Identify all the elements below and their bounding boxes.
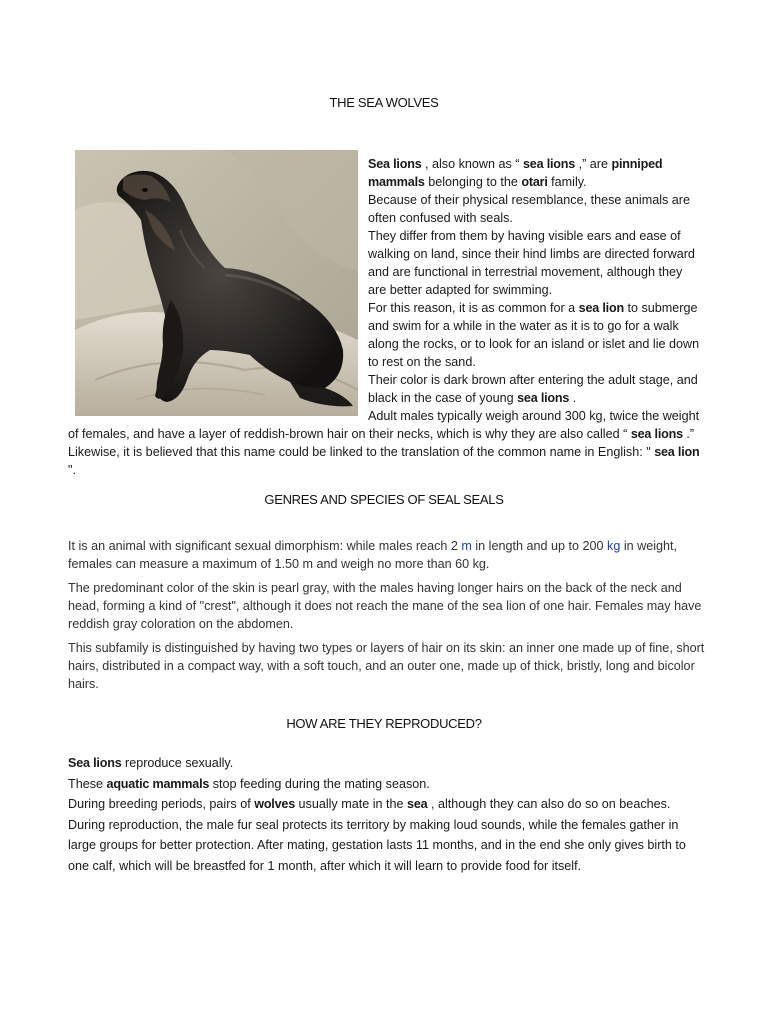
intro-paragraph-3: They differ from them by having visible ears and ease of walking on land, since their hind limbs are directed forward and are functional in terrestrial movement, although they are better adapted for swimming. <box>368 229 695 297</box>
reproduction-paragraph-4: During reproduction, the male fur seal protects its territory by making loud sounds, while the females gather in large groups for better protection. After mating, gestation lasts 11 months, and in the end she only gives birth to one calf, which will be breastfed for 1 month, after which it will learn to provide food for itself. <box>68 817 686 873</box>
text-span: family. <box>547 175 587 189</box>
text-span: , although they can also do so on beaches. <box>427 797 671 812</box>
genres-section <box>68 537 708 699</box>
reproduction-line-3 <box>68 794 708 815</box>
text-span: Their color is dark brown after entering the adult stage, and black in the case of young <box>368 373 698 405</box>
text-span: These <box>68 776 107 791</box>
main-title: THE SEA WOLVES <box>329 95 439 110</box>
keyword-sea-lion: sea lion <box>654 445 700 459</box>
text-span: . <box>569 391 577 405</box>
keyword-pinniped-mammals: pinniped mammals <box>368 157 663 189</box>
reproduction-title: HOW ARE THEY REPRODUCED? <box>286 716 482 731</box>
text-span: stop feeding during the mating season. <box>209 776 430 791</box>
keyword-sea-lions: Sea lions <box>68 756 122 770</box>
genres-paragraph-2: The predominant color of the skin is pearl gray, with the males having longer hairs on the back of the neck and head, forming a kind of "crest", although it does not reach the mane of the sea lion of one hair. Females may have reddish gray coloration on the abdomen. <box>68 581 702 631</box>
genres-paragraph-3: This subfamily is distinguished by having two types or layers of hair on its skin: an inner one made up of fine, short hairs, distributed in a compact way, with a soft touch, and an outer one, made up of thick, bristly, long and bicolor hairs. <box>68 641 705 691</box>
reproduction-line-1 <box>68 753 708 774</box>
text-span: , also known as “ <box>421 157 523 171</box>
keyword-sea-lions: sea lions <box>517 391 570 405</box>
keyword-aquatic-mammals: aquatic mammals <box>106 776 210 791</box>
text-span: ". <box>68 463 76 477</box>
reproduction-line-2 <box>68 774 708 795</box>
text-span: in length and up to 200 <box>471 539 608 553</box>
intro-paragraph-6 <box>68 407 700 479</box>
keyword-sea-lions: sea lions <box>630 427 683 441</box>
text-span: belonging to the <box>424 175 522 189</box>
keyword-sea-lions: Sea lions <box>368 157 422 171</box>
text-span: During breeding periods, pairs of <box>68 797 255 812</box>
text-span: to submerge and swim for a while in the water as it is to go for a walk along the rocks, or to look for an island or islet and lie down to rest on the sand. <box>368 301 700 369</box>
text-span: It is an animal with significant sexual dimorphism: while males reach 2 <box>68 539 462 553</box>
reproduction-section <box>68 753 708 877</box>
text-span: usually mate in the <box>295 797 408 812</box>
link-meter[interactable]: m <box>461 539 472 553</box>
keyword-wolves: wolves <box>254 797 296 812</box>
text-span: reproduce sexually. <box>121 756 234 770</box>
text-span: ,” are <box>575 157 612 171</box>
text-span: in weight, females can measure a maximum of 1.50 m and weigh no more than 60 kg. <box>68 539 678 571</box>
intro-section <box>68 155 700 479</box>
photo-wrap-spacer <box>68 155 368 417</box>
text-span: Adult males typically weigh around 300 kg, twice the weight of females, and have a layer of reddish-brown hair on their necks, which is why they are also called “ <box>68 409 700 441</box>
keyword-sea-lions: sea lions <box>523 157 576 171</box>
text-span: .” Likewise, it is believed that this name could be linked to the translation of the common name in English: " <box>68 427 695 459</box>
keyword-sea-lion: sea lion <box>578 301 624 315</box>
text-span: For this reason, it is as common for a <box>368 301 579 315</box>
genres-paragraph-1 <box>68 537 708 573</box>
intro-paragraph-2: Because of their physical resemblance, these animals are often confused with seals. <box>368 193 691 225</box>
keyword-sea: sea <box>407 797 428 812</box>
genres-title: GENRES AND SPECIES OF SEAL SEALS <box>264 492 504 507</box>
link-kilogram[interactable]: kg <box>607 539 621 553</box>
keyword-otari: otari <box>521 175 548 189</box>
